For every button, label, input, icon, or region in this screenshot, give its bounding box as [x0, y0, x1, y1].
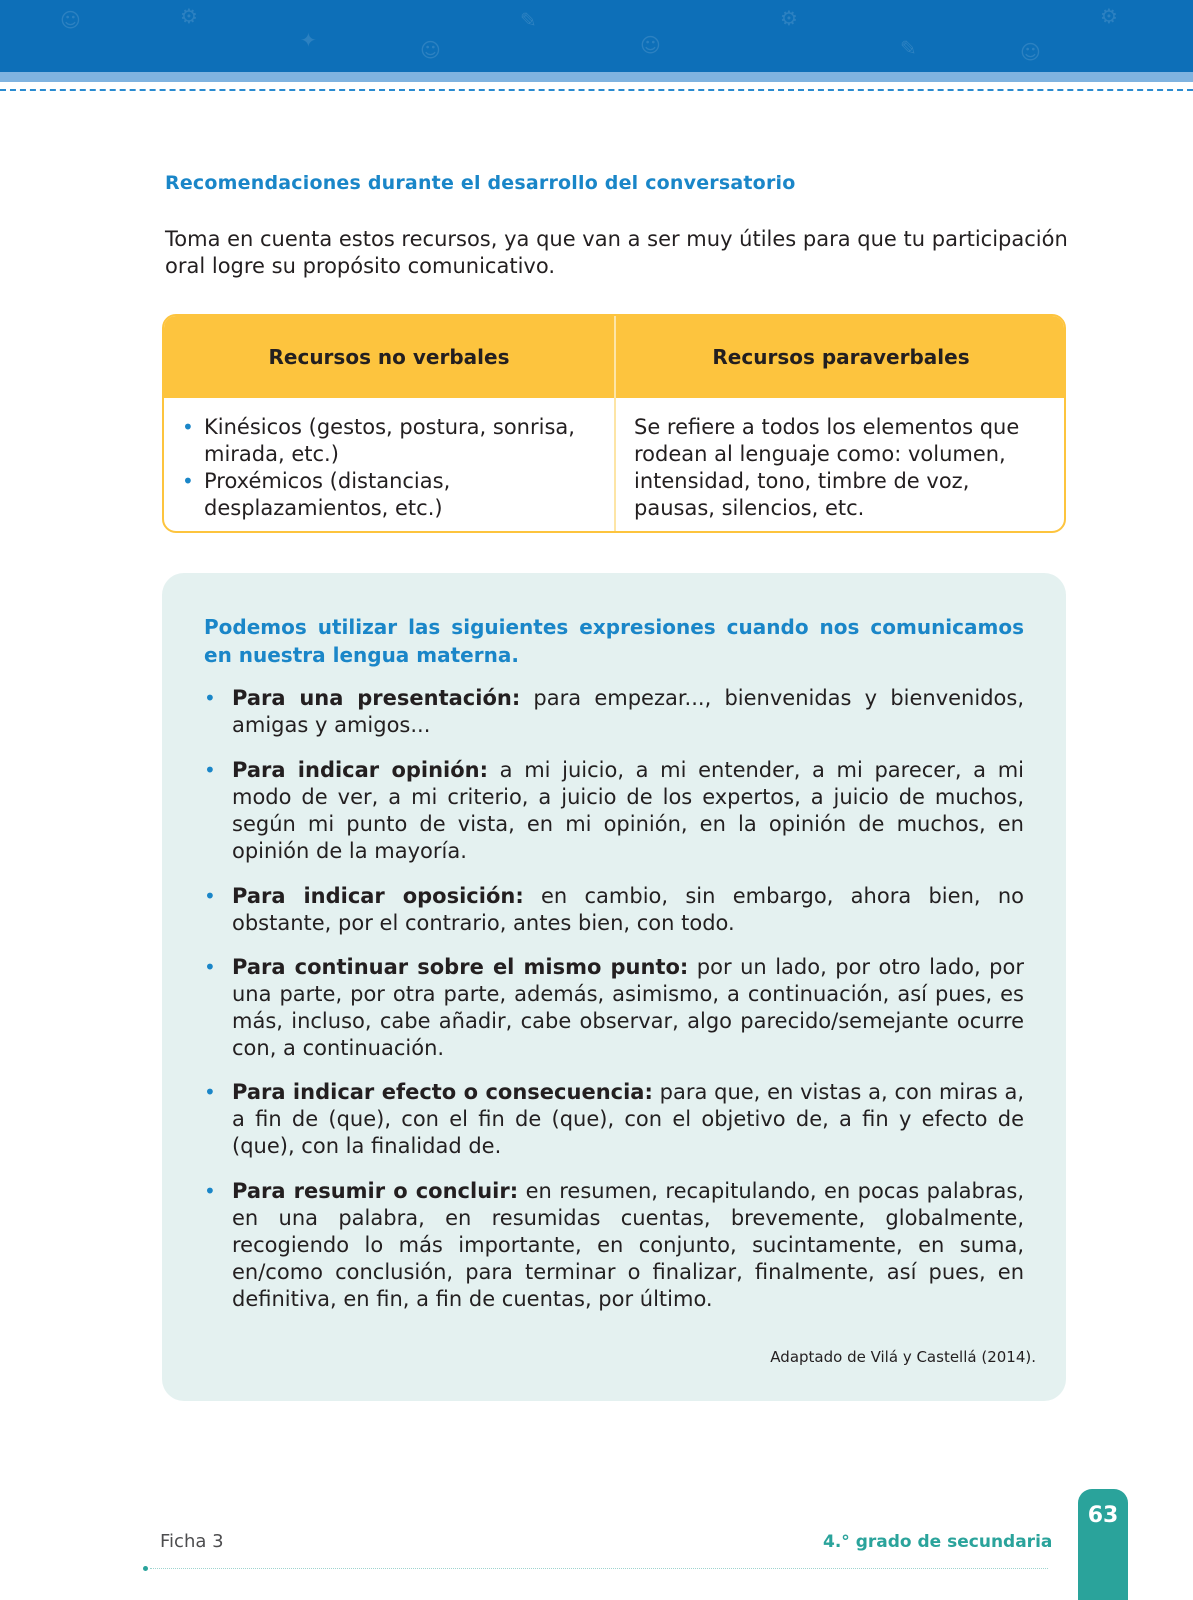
expression-text: para empezar..., bienvenidas y bienvenidos, amigas y amigos...: [232, 686, 1024, 737]
bullet-icon: •: [204, 686, 216, 710]
expression-item: [204, 883, 1024, 937]
expression-item: [204, 1178, 1024, 1313]
bullet-icon: •: [204, 1080, 216, 1104]
expression-label: Para continuar sobre el mismo punto:: [232, 955, 689, 979]
doodle-icon: ✎: [520, 8, 537, 32]
expression-label: Para indicar efecto o consecuencia:: [232, 1080, 653, 1104]
bullet-icon: •: [204, 1179, 216, 1203]
list-item: [182, 468, 602, 522]
bullet-icon: •: [182, 415, 194, 439]
expression-item: [204, 954, 1024, 1062]
citation: Adaptado de Vilá y Castellá (2014).: [770, 1348, 1036, 1366]
non-verbal-list: [182, 414, 602, 522]
expression-text: a mi juicio, a mi entender, a mi parecer, a mi modo de ver, a mi criterio, a juicio de los expertos, a juicio de muchos, según mi punto de vista, en mi opinión, en la opinión de muchos, en opinión de la mayoría.: [232, 758, 1024, 863]
banner-stripe: [0, 72, 1193, 82]
paraverbal-text: Se refiere a todos los elementos que rodean al lenguaje como: volumen, intensidad, tono, timbre de voz, pausas, silencios, etc.: [634, 415, 1020, 520]
footer-sheet-label: Ficha 3: [160, 1531, 224, 1552]
expression-text: en cambio, sin embargo, ahora bien, no obstante, por el contrario, antes bien, con todo.: [232, 884, 1024, 935]
expression-text: por un lado, por otro lado, por una parte, por otra parte, además, asimismo, a continuación, así pues, es más, incluso, cabe añadir, cabe observar, algo parecido/semejante ocurre con, a continuación.: [232, 955, 1024, 1060]
gear-doodle-icon: ⚙: [780, 6, 798, 30]
expressions-box: [162, 573, 1066, 1401]
list-item-text: Proxémicos (distancias, desplazamientos, etc.): [204, 469, 451, 520]
bullet-icon: •: [204, 758, 216, 782]
top-banner: [0, 0, 1193, 72]
expression-label: Para indicar oposición:: [232, 884, 524, 908]
footer-grade-label: 4.° grado de secundaria: [823, 1532, 1053, 1552]
expression-item: [204, 685, 1024, 739]
list-item: [182, 414, 602, 468]
doodle-icon: ☺: [1020, 40, 1041, 64]
gear-doodle-icon: ⚙: [180, 4, 198, 28]
gear-doodle-icon: ⚙: [1100, 4, 1118, 28]
page-number: 63: [1078, 1489, 1128, 1600]
lightbulb-doodle-icon: ✦: [300, 28, 317, 52]
expression-text: en resumen, recapitulando, en pocas palabras, en una palabra, en resumidas cuentas, brevemente, globalmente, recogiendo lo más importante, en conjunto, sucintamente, en suma, en/como conclusión, para terminar o finalizar, finalmente, así pues, en definitiva, en fin, a fin de cuentas, por último.: [232, 1179, 1024, 1311]
expression-item: [204, 1079, 1024, 1160]
intro-paragraph: Toma en cuenta estos recursos, ya que van a ser muy útiles para que tu participación oral logre su propósito comunicativo.: [165, 227, 1068, 278]
bullet-icon: •: [182, 469, 194, 493]
banner-dashed-line: [0, 89, 1193, 91]
doodle-icon: ✎: [900, 36, 917, 60]
bullet-icon: •: [204, 955, 216, 979]
expression-label: Para indicar opinión:: [232, 758, 489, 782]
expressions-title: Podemos utilizar las siguientes expresiones cuando nos comunicamos en nuestra lengua materna.: [204, 615, 1024, 667]
resources-table: [162, 314, 1066, 533]
header-paraverbal: Recursos paraverbales: [712, 345, 970, 369]
list-item-text: Kinésicos (gestos, postura, sonrisa, mirada, etc.): [204, 415, 575, 466]
expression-text: para que, en vistas a, con miras a, a fin de (que), con el fin de (que), con el objetivo de, a fin y efecto de (que), con la finalidad de.: [232, 1080, 1024, 1158]
expression-label: Para resumir o concluir:: [232, 1179, 519, 1203]
doodle-icon: ☺: [420, 38, 441, 62]
footer-dot: [143, 1566, 148, 1571]
expression-label: Para una presentación:: [232, 686, 521, 710]
header-non-verbal: Recursos no verbales: [268, 345, 510, 369]
expression-item: [204, 757, 1024, 865]
doodle-icon: ☺: [640, 33, 661, 57]
footer-line: [150, 1568, 1048, 1569]
doodle-icon: ☺: [60, 8, 81, 32]
section-title: Recomendaciones durante el desarrollo del conversatorio: [165, 172, 796, 194]
bullet-icon: •: [204, 884, 216, 908]
